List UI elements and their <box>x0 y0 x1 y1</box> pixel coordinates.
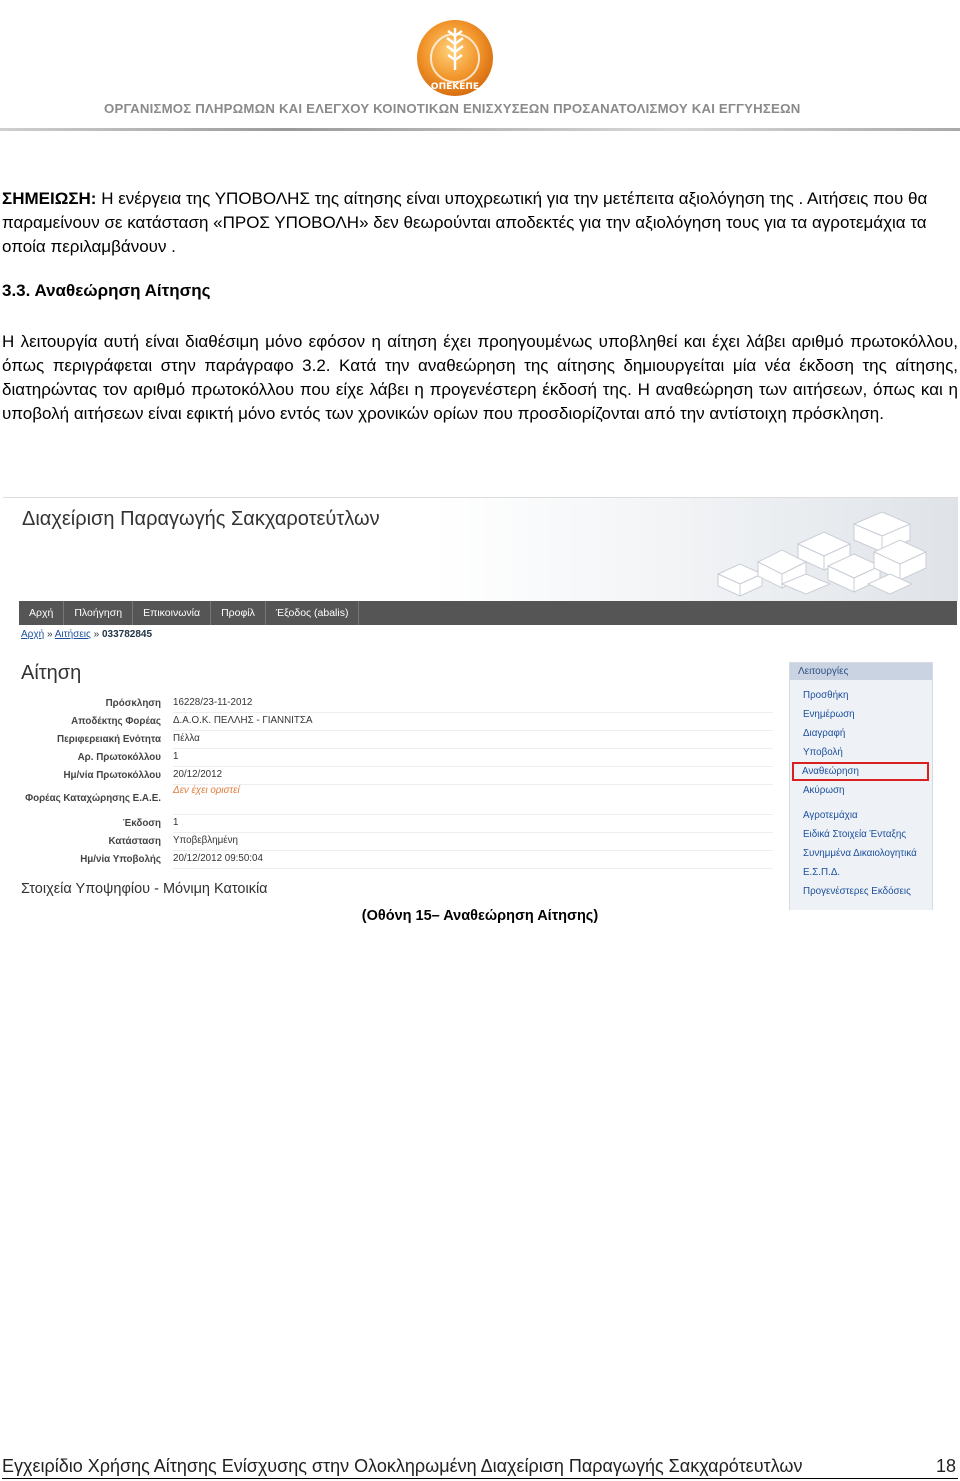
sidebar-item-attachments[interactable]: Συνημμένα Δικαιολογητικά <box>803 848 917 859</box>
field-label: Περιφερειακή Ενότητα <box>57 733 161 745</box>
sugar-cubes-image <box>678 504 928 600</box>
note-text: Η ενέργεια της ΥΠΟΒΟΛΗΣ της αίτησης είναι υποχρεωτική για την μετέπειτα αξιολόγηση της . Αιτήσεις που θα παραμείνουν σε κατάσταση «ΠΡΟΣ ΥΠΟΒΟΛΗ» δεν θεωρούνται αποδεκτές για την αξιολόγηση τους για τα αγροτεμάχια τα οποία περιλαμβάνουν . <box>2 189 928 256</box>
figure-caption: (Οθόνη 15– Αναθεώρηση Αίτησης) <box>361 908 599 924</box>
field-label: Αποδέκτης Φορέας <box>71 715 161 727</box>
field-label: Ημ/νία Υποβολής <box>80 853 161 865</box>
field-row <box>21 850 773 868</box>
page-footer <box>2 1456 958 1477</box>
document-header <box>0 0 960 135</box>
field-value: Υποβεβλημένη <box>173 832 773 851</box>
sidebar-item-revision[interactable]: Αναθεώρηση <box>793 763 928 780</box>
field-row <box>21 814 773 832</box>
nav-contact[interactable]: Επικοινωνία <box>133 601 211 625</box>
logo-text: ΟΠΕΚΕΠΕ <box>430 82 480 92</box>
nav-profile[interactable]: Προφίλ <box>211 601 266 625</box>
field-label: Αρ. Πρωτοκόλλου <box>77 751 161 763</box>
main-navbar <box>19 601 957 625</box>
field-value: Πέλλα <box>173 730 773 749</box>
field-row <box>21 712 773 730</box>
organization-name: ΟΡΓΑΝΙΣΜΟΣ ΠΛΗΡΩΜΩΝ ΚΑΙ ΕΛΕΓΧΟΥ ΚΟΙΝΟΤΙΚΩΝ ΕΝΙΣΧΥΣΕΩΝ ΠΡΟΣΑΝΑΤΟΛΙΣΜΟΥ ΚΑΙ ΕΓΓΥΗΣΕΩΝ <box>104 101 801 116</box>
field-value: Δεν έχει οριστεί <box>173 784 773 815</box>
application-fields <box>21 694 773 868</box>
sidebar-item-previous-versions[interactable]: Προγενέστερες Εκδόσεις <box>803 886 911 897</box>
field-row <box>21 748 773 766</box>
application-screenshot <box>3 497 958 910</box>
field-value: Δ.Α.Ο.Κ. ΠΕΛΛΗΣ - ΓΙΑΝΝΙΤΣΑ <box>173 712 773 731</box>
field-value: 1 <box>173 748 773 767</box>
field-row <box>21 730 773 748</box>
breadcrumb <box>21 629 152 640</box>
field-label: Έκδοση <box>122 817 161 829</box>
sidebar-item-espd[interactable]: Ε.Σ.Π.Δ. <box>803 867 841 878</box>
field-value: 20/12/2012 09:50:04 <box>173 850 773 869</box>
field-value: 20/12/2012 <box>173 766 773 785</box>
nav-navigation[interactable]: Πλοήγηση <box>64 601 133 625</box>
wheat-emblem-icon <box>415 14 495 102</box>
section-title: 3.3. Αναθεώρηση Αίτησης <box>2 281 211 300</box>
breadcrumb-separator: » <box>90 629 102 640</box>
breadcrumb-home[interactable]: Αρχή <box>21 629 45 640</box>
sidebar-item-cancel[interactable]: Ακύρωση <box>803 785 845 796</box>
field-value: 1 <box>173 814 773 833</box>
sidebar-item-special-data[interactable]: Ειδικά Στοιχεία Ένταξης <box>803 829 907 840</box>
sidebar-item-submit[interactable]: Υποβολή <box>803 747 843 758</box>
sidebar-heading: Λειτουργίες <box>790 663 932 680</box>
page-title: Αίτηση <box>21 662 82 684</box>
sidebar-item-add[interactable]: Προσθήκη <box>803 690 849 701</box>
field-row <box>21 766 773 784</box>
header-divider <box>0 128 960 131</box>
footer-rule <box>2 1478 958 1479</box>
sidebar-item-delete[interactable]: Διαγραφή <box>803 728 846 739</box>
field-label: Ημ/νία Πρωτοκόλλου <box>63 769 161 781</box>
nav-home[interactable]: Αρχή <box>19 601 64 625</box>
app-title: Διαχείριση Παραγωγής Σακχαροτεύτλων <box>22 508 380 530</box>
app-banner <box>3 498 958 601</box>
body-paragraph: Η λειτουργία αυτή είναι διαθέσιμη μόνο εφόσον η αίτηση έχει προηγουμένως υποβληθεί και έχει λάβει αριθμό πρωτοκόλλου, όπως περιγράφεται στην παράγραφο 3.2. Κατά την αναθεώρηση της αίτησης δημιουργείται μία νέα έκδοση της αίτησης, διατηρώντας τον αριθμό πρωτοκόλλου που είχε λάβει η προγενέστερη έκδοσή της. Η αναθεώρηση των αιτήσεων, όπως και η υποβολή αιτήσεων είναι εφικτή μόνο εντός των χρονικών ορίων που προσδιορίζονται από την αντίστοιχη πρόσκληση. <box>2 332 958 423</box>
breadcrumb-current: 033782845 <box>101 629 153 640</box>
subsection-heading: Στοιχεία Υποψηφίου - Μόνιμη Κατοικία <box>21 881 268 897</box>
field-label: Κατάσταση <box>108 835 161 847</box>
sidebar-item-update[interactable]: Ενημέρωση <box>803 709 855 720</box>
field-row <box>21 784 773 814</box>
field-row <box>21 694 773 712</box>
note-label: ΣΗΜΕΙΩΣΗ: <box>2 189 97 208</box>
field-label: Φορέας Καταχώρησης Ε.Α.Ε. <box>25 793 161 804</box>
page-number: 18 <box>935 1456 956 1476</box>
nav-logout[interactable]: Έξοδος (abalis) <box>266 601 360 625</box>
actions-sidebar <box>789 662 933 910</box>
note-paragraph <box>2 187 957 259</box>
sidebar-item-plots[interactable]: Αγροτεμάχια <box>803 810 858 821</box>
field-label: Πρόσκληση <box>105 697 161 709</box>
footer-title: Εγχειρίδιο Χρήσης Αίτησης Ενίσχυσης στην Ολοκληρωμένη Διαχείριση Παραγωγής Σακχαρότευτλων <box>2 1456 803 1476</box>
breadcrumb-applications[interactable]: Αιτήσεις <box>54 629 91 640</box>
field-value: 16228/23-11-2012 <box>173 694 773 713</box>
field-row <box>21 832 773 850</box>
breadcrumb-separator: » <box>44 629 55 640</box>
